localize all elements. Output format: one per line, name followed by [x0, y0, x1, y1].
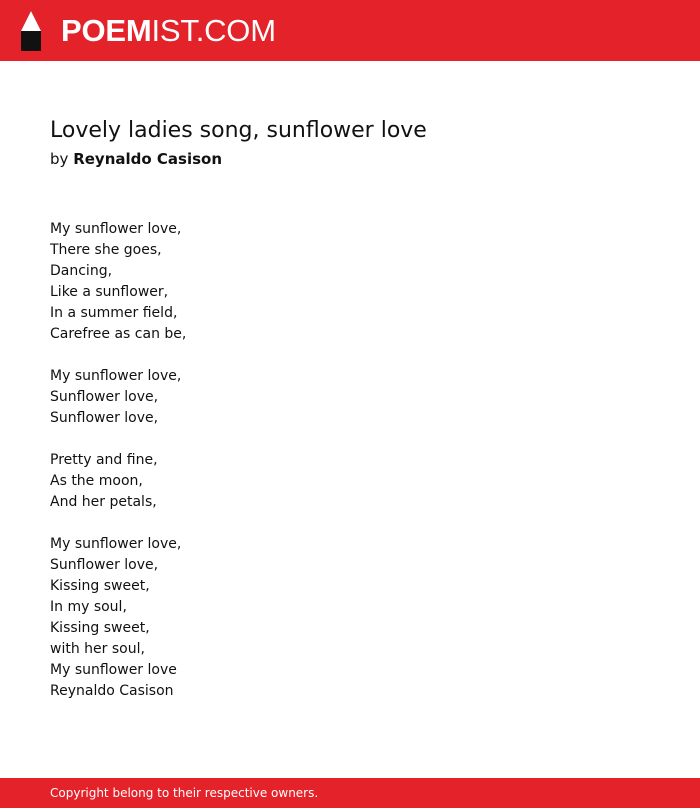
logo-bold-part: POEM: [61, 13, 152, 48]
poem-line: Kissing sweet,: [50, 620, 150, 636]
poem-line: Like a sunflower,: [50, 284, 169, 300]
stanza-gap: [50, 513, 186, 534]
site-header: [0, 0, 700, 61]
poem-body: [50, 219, 186, 702]
poem-line: Sunflower love,: [50, 410, 159, 426]
author-link[interactable]: Reynaldo Casison: [73, 150, 223, 168]
site-footer: [0, 778, 700, 808]
poem-line: Kissing sweet,: [50, 578, 150, 594]
poem-line: Pretty and fine,: [50, 452, 158, 468]
pencil-tip-icon: [18, 10, 44, 52]
poem-byline: [50, 149, 222, 169]
poem-line: There she goes,: [50, 242, 162, 258]
poem-line: In my soul,: [50, 599, 127, 615]
poem-line: My sunflower love,: [50, 221, 182, 237]
poem-line: Reynaldo Casison: [50, 683, 174, 699]
site-logo-text: [61, 13, 276, 49]
poem-line: Carefree as can be,: [50, 326, 187, 342]
poem-line: As the moon,: [50, 473, 143, 489]
stanza-gap: [50, 345, 186, 366]
logo-light-part: IST.COM: [151, 13, 276, 48]
poem-line: Sunflower love,: [50, 557, 159, 573]
poem-title: Lovely ladies song, sunflower love: [50, 118, 427, 143]
poem-line: In a summer field,: [50, 305, 178, 321]
poem-line: with her soul,: [50, 641, 145, 657]
poem-line: Dancing,: [50, 263, 113, 279]
stanza-gap: [50, 429, 186, 450]
poem-line: Sunflower love,: [50, 389, 159, 405]
copyright-notice: Copyright belong to their respective owners.: [50, 786, 319, 800]
poem-line: My sunflower love,: [50, 536, 182, 552]
poem-line: My sunflower love,: [50, 368, 182, 384]
poem-line: My sunflower love: [50, 662, 177, 678]
poem-line: And her petals,: [50, 494, 157, 510]
byline-label: by: [50, 150, 69, 168]
